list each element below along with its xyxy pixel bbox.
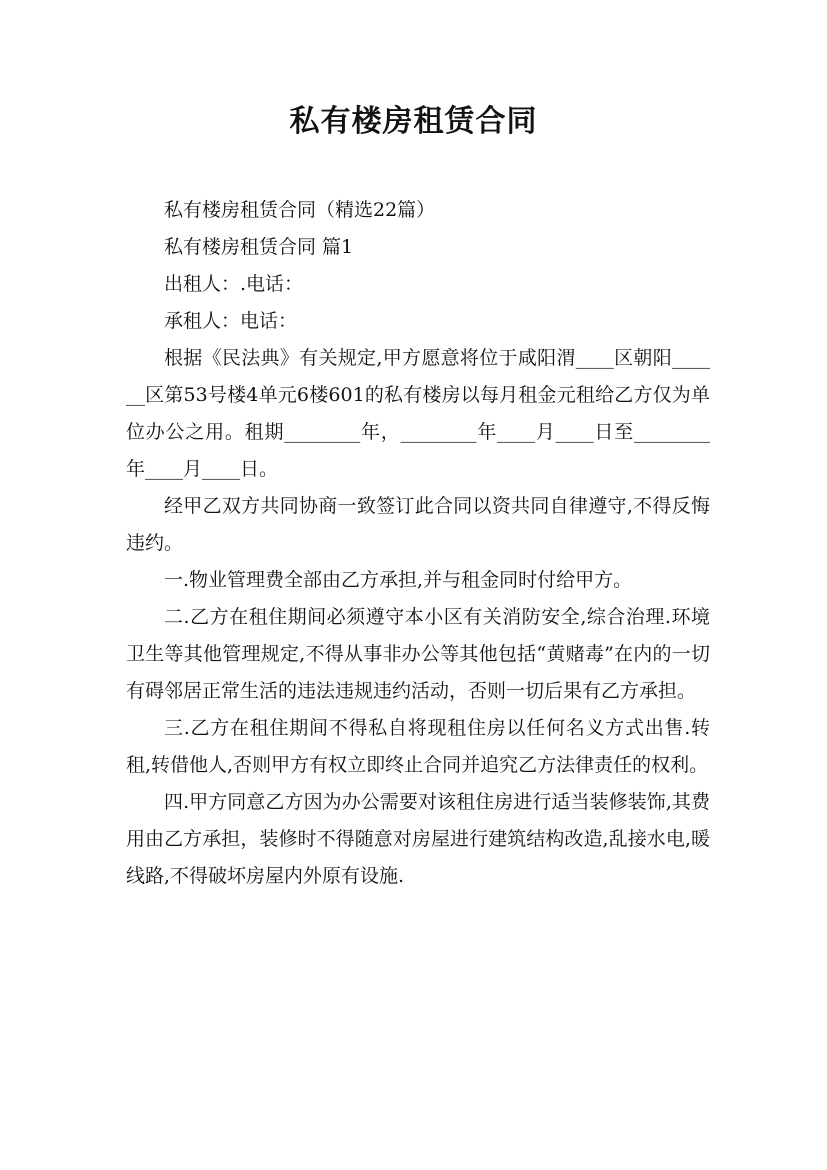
- paragraph-lessor: 出租人：.电话：: [164, 273, 304, 295]
- paragraph-lessee: 承租人：电话：: [164, 310, 298, 332]
- paragraph-clause-1: 一.物业管理费全部由乙方承担,并与租金同时付给甲方。: [164, 569, 633, 591]
- document-title: 私有楼房租赁合同: [289, 104, 538, 139]
- paragraph-premises: 根据《民法典》有关规定,甲方愿意将位于咸阳渭____区朝阳______区第53号楼4单元6楼601的私有楼房以每月租金元租给乙方仅为单位办公之用。租期________年，________年____月____日至________年____月____日。: [126, 347, 710, 480]
- paragraph-subtitle: 私有楼房租赁合同（精选22篇）: [164, 199, 436, 221]
- paragraph-clause-4: 四.甲方同意乙方因为办公需要对该租住房进行适当装修装饰,其费用由乙方承担，装修时不得随意对房屋进行建筑结构改造,乱接水电,暖线路,不得破坏房屋内外原有设施.: [126, 791, 710, 887]
- document-body: [126, 192, 710, 895]
- paragraph-clause-2: 二.乙方在租住期间必须遵守本小区有关消防安全,综合治理.环境卫生等其他管理规定,不得从事非办公等其他包括“黄赌毒”在内的一切有碍邻居正常生活的违法违规违约活动，否则一切后果有乙方承担。: [126, 606, 710, 702]
- paragraph-agreement: 经甲乙双方共同协商一致签订此合同以资共同自律遵守,不得反悔违约。: [126, 495, 710, 554]
- paragraph-section-heading: 私有楼房租赁合同 篇1: [164, 236, 354, 258]
- paragraph-clause-3: 三.乙方在租住期间不得私自将现租住房以任何名义方式出售.转租,转借他人,否则甲方有权立即终止合同并追究乙方法律责任的权利。: [126, 717, 710, 776]
